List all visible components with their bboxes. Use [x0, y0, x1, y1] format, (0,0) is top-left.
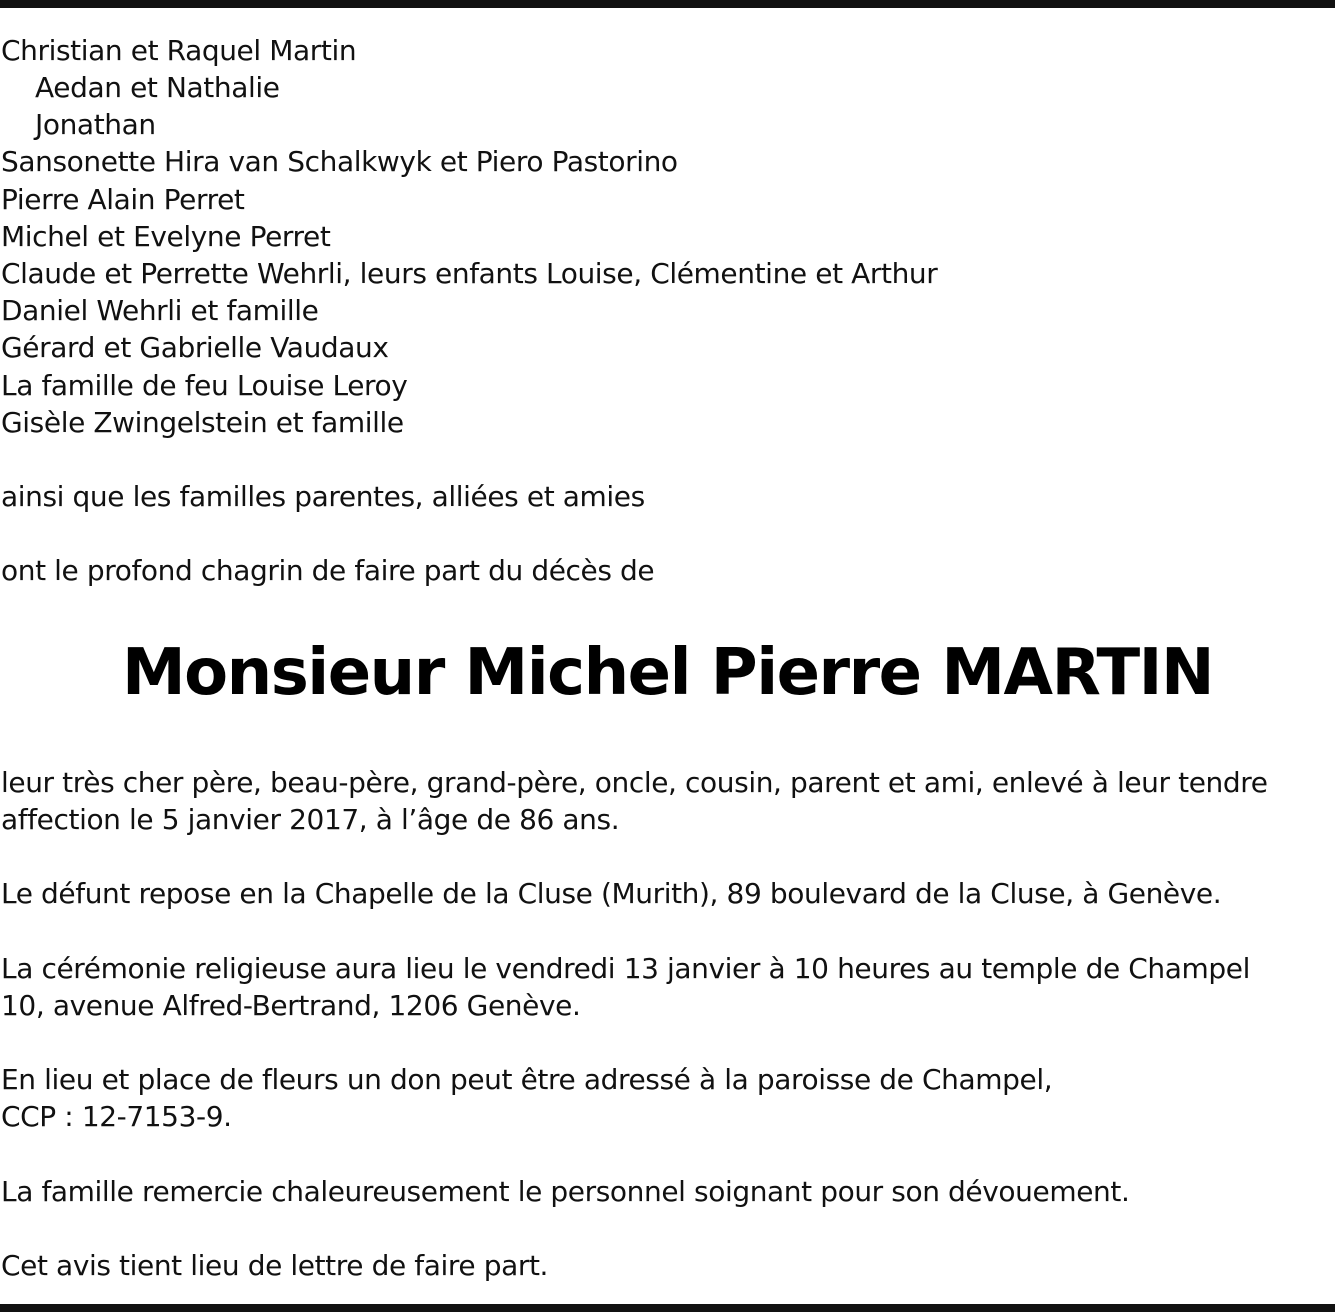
donation-line-2: CCP : 12-7153-9. [1, 1100, 232, 1133]
family-line-10: La famille de feu Louise Leroy [1, 369, 408, 402]
family-line-3: Jonathan [35, 108, 156, 141]
bottom-rule [0, 1304, 1335, 1312]
relationship-line-2: affection le 5 janvier 2017, à l’âge de 86 ans. [1, 803, 620, 836]
family-line-8: Daniel Wehrli et famille [1, 294, 319, 327]
ceremony-line-1: La cérémonie religieuse aura lieu le vendredi 13 janvier à 10 heures au temple de Champel [1, 952, 1250, 985]
top-rule [0, 0, 1335, 8]
family-line-11: Gisèle Zwingelstein et famille [1, 406, 404, 439]
family-line-2: Aedan et Nathalie [35, 71, 280, 104]
repose-text: Le défunt repose en la Chapelle de la Cluse (Murith), 89 boulevard de la Cluse, à Genève. [1, 877, 1222, 910]
allied-families-text: ainsi que les familles parentes, alliées et amies [1, 480, 645, 513]
announcement-text: ont le profond chagrin de faire part du décès de [1, 554, 655, 587]
ceremony-line-2: 10, avenue Alfred-Bertrand, 1206 Genève. [1, 989, 581, 1022]
family-line-7: Claude et Perrette Wehrli, leurs enfants Louise, Clémentine et Arthur [1, 257, 938, 290]
relationship-line-1: leur très cher père, beau-père, grand-père, oncle, cousin, parent et ami, enlevé à leur tendre [1, 766, 1268, 799]
thanks-text: La famille remercie chaleureusement le personnel soignant pour son dévouement. [1, 1175, 1130, 1208]
notice-text: Cet avis tient lieu de lettre de faire part. [1, 1249, 549, 1282]
family-line-9: Gérard et Gabrielle Vaudaux [1, 331, 389, 364]
family-line-6: Michel et Evelyne Perret [1, 220, 331, 253]
family-line-1: Christian et Raquel Martin [1, 34, 357, 67]
deceased-name-heading: Monsieur Michel Pierre MARTIN [121, 636, 1214, 710]
family-line-5: Pierre Alain Perret [1, 183, 245, 216]
family-line-4: Sansonette Hira van Schalkwyk et Piero Pastorino [1, 145, 678, 178]
donation-line-1: En lieu et place de fleurs un don peut être adressé à la paroisse de Champel, [1, 1063, 1053, 1096]
